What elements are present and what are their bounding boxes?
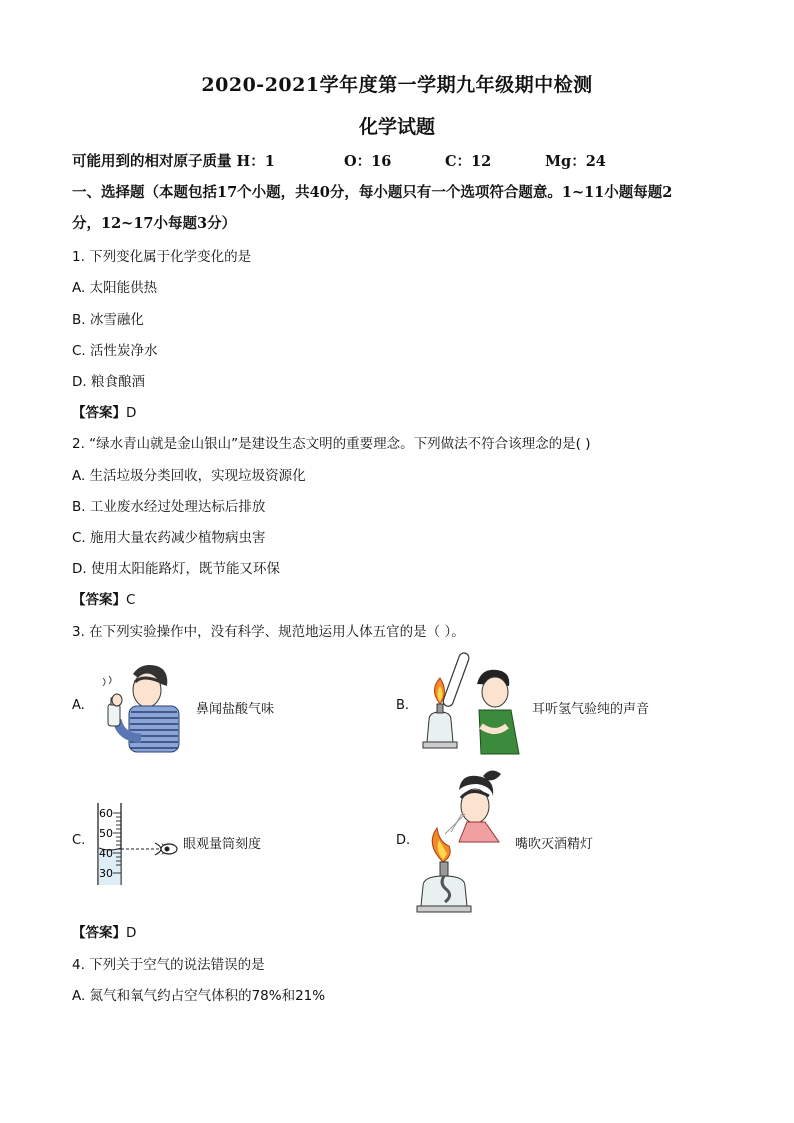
tick-label-30: 30 xyxy=(99,867,113,880)
answer-value: D xyxy=(126,405,137,421)
atomic-mass-h: 可能用到的相对原子质量 H：1 xyxy=(72,153,275,170)
q3-option-d-label: D. xyxy=(396,833,411,848)
tick-label-40: 40 xyxy=(99,847,113,860)
answer-value: C xyxy=(126,592,136,608)
atomic-masses xyxy=(72,150,606,171)
section-heading-line1: 一、选择题（本题包括17个小题，共40分，每小题只有一个选项符合题意。1~11小题每题2 xyxy=(72,184,673,201)
q1-option-c: C. 活性炭净水 xyxy=(72,343,158,359)
answer-value: D xyxy=(126,925,137,941)
tick-label-60: 60 xyxy=(99,807,113,820)
page-title: 2020-2021学年度第一学期九年级期中检测 xyxy=(201,74,593,96)
q3-option-b-label: B. xyxy=(396,698,410,713)
q3-caption-c: 眼观量筒刻度 xyxy=(183,837,262,852)
smelling-figure-illustration xyxy=(95,660,195,755)
answer-tag: 【答案】 xyxy=(72,925,126,941)
blowing-lamp-illustration xyxy=(415,772,510,914)
q2-stem: 2. “绿水青山就是金山银山”是建设生态文明的重要理念。下列做法不符合该理念的是( ) xyxy=(72,436,591,452)
atomic-mass-c: C：12 xyxy=(445,153,492,170)
atomic-mass-o: O：16 xyxy=(344,153,392,170)
q3-caption-a: 鼻闻盐酸气味 xyxy=(196,702,275,717)
q1-option-a: A. 太阳能供热 xyxy=(72,280,158,296)
q4-stem: 4. 下列关于空气的说法错误的是 xyxy=(72,957,265,973)
measuring-cylinder-illustration xyxy=(95,803,180,885)
section-heading-line2: 分，12~17小每题3分） xyxy=(72,215,237,232)
answer-tag: 【答案】 xyxy=(72,405,126,421)
q2-option-a: A. 生活垃圾分类回收，实现垃圾资源化 xyxy=(72,468,306,484)
q4-option-a: A. 氮气和氧气约占空气体积的78%和21% xyxy=(72,988,326,1004)
q3-answer xyxy=(72,921,136,941)
q2-option-c: C. 施用大量农药减少植物病虫害 xyxy=(72,530,266,546)
q1-option-b: B. 冰雪融化 xyxy=(72,312,144,328)
q3-option-a-label: A. xyxy=(72,698,85,713)
q3-caption-d: 嘴吹灭酒精灯 xyxy=(515,837,594,852)
q1-stem: 1. 下列变化属于化学变化的是 xyxy=(72,249,252,265)
atomic-mass-mg: Mg：24 xyxy=(545,153,606,170)
q2-option-d: D. 使用太阳能路灯，既节能又环保 xyxy=(72,561,280,577)
q3-option-c-label: C. xyxy=(72,833,86,848)
q2-option-b: B. 工业废水经过处理达标后排放 xyxy=(72,499,266,515)
q1-option-d: D. 粮食酿酒 xyxy=(72,374,145,390)
answer-tag: 【答案】 xyxy=(72,592,126,608)
listening-figure-illustration xyxy=(415,650,530,758)
q3-stem: 3. 在下列实验操作中，没有科学、规范地运用人体五官的是（ ）。 xyxy=(72,624,465,640)
page-subtitle: 化学试题 xyxy=(358,116,435,138)
q2-answer xyxy=(72,588,135,608)
section-heading xyxy=(72,177,732,239)
tick-label-50: 50 xyxy=(99,827,113,840)
q3-caption-b: 耳听氢气验纯的声音 xyxy=(532,702,650,717)
q1-answer xyxy=(72,401,136,421)
